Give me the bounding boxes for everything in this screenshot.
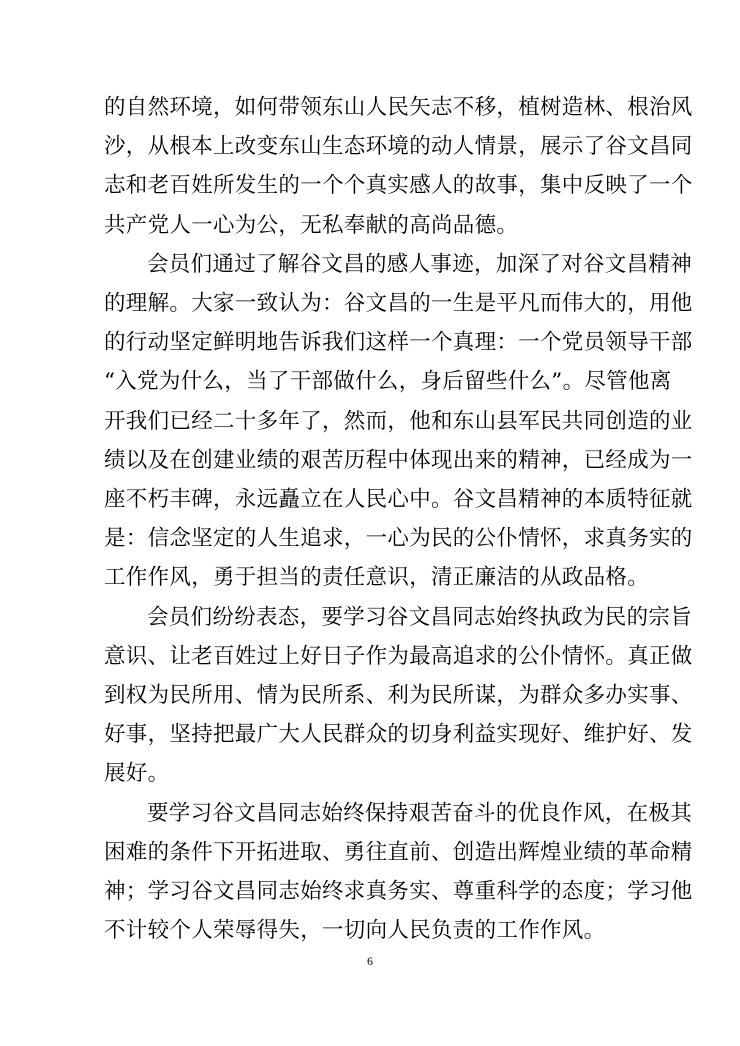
text-line: “入党为什么，当了干部做什么，身后留些什么”。尽管他离	[104, 369, 672, 395]
text-line: 会员们通过了解谷文昌的感人事迹，加深了对谷文昌精神	[147, 251, 693, 277]
text-line: 的自然环境，如何带领东山人民矢志不移，植树造林、根治风	[104, 95, 693, 120]
text-line: 的理解。大家一致认为：谷文昌的一生是平凡而伟大的，用他	[104, 291, 693, 317]
text-line: 好事，坚持把最广大人民群众的切身利益实现好、维护好、发	[104, 722, 693, 748]
paragraph-1	[104, 88, 693, 245]
paragraph-3	[104, 598, 693, 794]
text-line: 会员们纷纷表态，要学习谷文昌同志始终执政为民的宗旨	[147, 604, 693, 630]
text-line: 工作作风，勇于担当的责任意识，清正廉洁的从政品格。	[104, 565, 650, 591]
text-line: 是：信念坚定的人生追求，一心为民的公仆情怀，求真务实的	[104, 526, 693, 552]
body-text	[104, 88, 693, 950]
text-line: 沙，从根本上改变东山生态环境的动人情景，展示了谷文昌同	[104, 134, 693, 160]
text-line: 要学习谷文昌同志始终保持艰苦奋斗的优良作风，在极其	[147, 800, 693, 826]
page-number: 6	[367, 954, 373, 968]
text-line: 到权为民所用、情为民所系、利为民所谋，为群众多办实事、	[104, 683, 693, 709]
text-line: 的行动坚定鲜明地告诉我们这样一个真理：一个党员领导干部	[104, 330, 693, 356]
text-line: 神；学习谷文昌同志始终求真务实、尊重科学的态度；学习他	[104, 879, 693, 905]
paragraph-2	[104, 245, 693, 598]
text-line: 绩以及在创建业绩的艰苦历程中体现出来的精神，已经成为一	[104, 447, 693, 473]
text-line: 困难的条件下开拓进取、勇往直前、创造出辉煌业绩的革命精	[104, 839, 693, 865]
text-line: 座不朽丰碑，永远矗立在人民心中。谷文昌精神的本质特征就	[104, 487, 693, 513]
text-line: 志和老百姓所发生的一个个真实感人的故事，集中反映了一个	[104, 173, 693, 199]
text-line: 展好。	[104, 761, 170, 787]
text-line: 共产党人一心为公，无私奉献的高尚品德。	[104, 212, 519, 238]
paragraph-4	[104, 794, 693, 951]
text-line: 开我们已经二十多年了，然而，他和东山县军民共同创造的业	[104, 408, 693, 434]
text-line: 不计较个人荣辱得失，一切向人民负责的工作作风。	[104, 918, 606, 944]
text-line: 意识、让老百姓过上好日子作为最高追求的公仆情怀。真正做	[104, 643, 693, 669]
